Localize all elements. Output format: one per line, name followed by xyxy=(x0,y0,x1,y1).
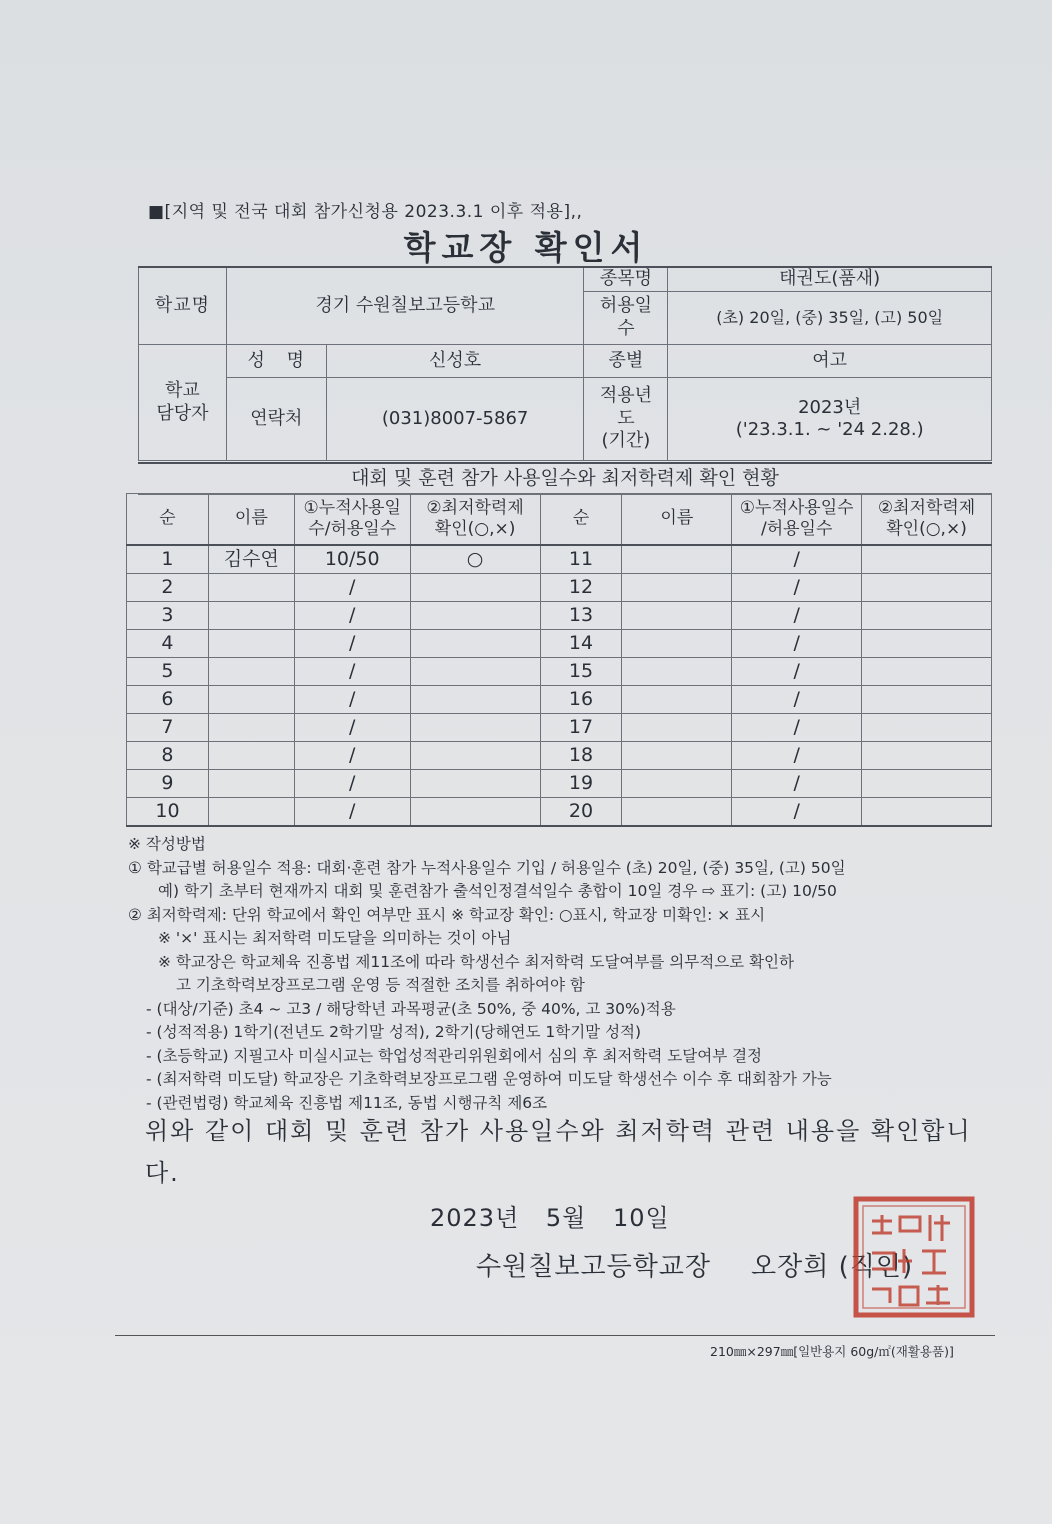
signer-name: 오장희 (직인) xyxy=(751,1252,914,1282)
grade-check-cell-right xyxy=(862,658,992,686)
grade-check-cell xyxy=(410,798,540,827)
grade-check-cell-right xyxy=(862,545,992,574)
school-info-table xyxy=(138,266,992,461)
days-used-cell-right: / xyxy=(732,658,862,686)
col-days-header-right: ①누적사용일수 /허용일수 xyxy=(732,494,862,546)
table-row xyxy=(127,714,992,742)
year-value: 2023년 xyxy=(798,396,862,418)
grade-check-cell-right xyxy=(862,798,992,827)
row-number-cell: 5 xyxy=(127,658,209,686)
row-number-cell: 2 xyxy=(127,574,209,602)
document-title: 학교장 확인서 xyxy=(403,228,649,267)
status-heading: 대회 및 훈련 참가 사용일수와 최저학력제 확인 현황 xyxy=(138,463,992,495)
days-used-cell-right: / xyxy=(732,602,862,630)
days-used-cell-right: / xyxy=(732,798,862,827)
grade-check-cell-right xyxy=(862,630,992,658)
allowed-days-label: 허용일 수 xyxy=(584,291,668,344)
athlete-name-cell xyxy=(208,574,294,602)
days-used-cell: / xyxy=(294,798,410,827)
grade-check-cell-right xyxy=(862,714,992,742)
athlete-name-cell-right xyxy=(622,770,732,798)
grade-check-cell: ○ xyxy=(410,545,540,574)
grade-check-cell xyxy=(410,602,540,630)
athlete-name-cell-right xyxy=(622,658,732,686)
athlete-name-cell xyxy=(208,630,294,658)
grade-check-cell-right xyxy=(862,686,992,714)
row-number-cell-right: 15 xyxy=(540,658,622,686)
days-used-cell: / xyxy=(294,714,410,742)
note-line: ① 학교급별 허용일수 적용: 대회·훈련 참가 누적사용일수 기입 / 허용일수 (초) 20일, (중) 35일, (고) 50일 xyxy=(128,858,846,877)
table-row xyxy=(127,686,992,714)
footer-divider xyxy=(115,1335,995,1336)
grade-check-cell-right xyxy=(862,742,992,770)
days-used-cell-right: / xyxy=(732,545,862,574)
row-number-cell-right: 14 xyxy=(540,630,622,658)
note-line: - (관련법령) 학교체육 진흥법 제11조, 동법 시행규칙 제6조 xyxy=(146,1093,548,1112)
row-number-cell: 3 xyxy=(127,602,209,630)
category-label: 종별 xyxy=(584,345,668,378)
days-used-cell: / xyxy=(294,602,410,630)
official-seal-stamp xyxy=(850,1193,978,1321)
row-number-cell: 1 xyxy=(127,545,209,574)
paper-spec-footer: 210㎜×297㎜[일반용지 60g/㎡(재활용품)] xyxy=(710,1344,954,1359)
staff-name-label: 성 명 xyxy=(226,345,326,378)
athlete-name-cell xyxy=(208,658,294,686)
athlete-name-cell-right xyxy=(622,545,732,574)
athlete-name-cell xyxy=(208,798,294,827)
signer-organization: 수원칠보고등학교장 xyxy=(476,1252,712,1282)
grade-check-cell xyxy=(410,714,540,742)
year-label: 적용년 도 (기간) xyxy=(584,378,668,461)
days-used-cell: / xyxy=(294,770,410,798)
note-line: 예) 학기 초부터 현재까지 대회 및 훈련참가 출석인정결석일수 총합이 10일 경우 ⇨ 표기: (고) 10/50 xyxy=(158,882,837,900)
days-used-cell-right: / xyxy=(732,742,862,770)
table-row xyxy=(127,545,992,574)
year-cell xyxy=(668,378,992,461)
athlete-name-cell: 김수연 xyxy=(208,545,294,574)
row-number-cell: 4 xyxy=(127,630,209,658)
grade-check-cell xyxy=(410,658,540,686)
col-days-header: ①누적사용일 수/허용일수 xyxy=(294,494,410,546)
form-subtitle: ■[지역 및 전국 대회 참가신청용 2023.3.1 이후 적용],, xyxy=(148,202,583,222)
note-line: ※ '×' 표시는 최저학력 미도달을 의미하는 것이 아님 xyxy=(158,929,512,947)
table-header-row xyxy=(127,494,992,546)
athlete-name-cell-right xyxy=(622,602,732,630)
row-number-cell: 9 xyxy=(127,770,209,798)
grade-check-cell-right xyxy=(862,602,992,630)
sport-value: 태권도(품새) xyxy=(668,267,992,291)
category-value: 여고 xyxy=(668,345,992,378)
athlete-name-cell xyxy=(208,602,294,630)
period-value: ('23.3.1. ~ '24 2.28.) xyxy=(735,419,924,440)
athlete-name-cell xyxy=(208,686,294,714)
athlete-name-cell-right xyxy=(622,714,732,742)
athlete-name-cell xyxy=(208,742,294,770)
days-used-cell-right: / xyxy=(732,714,862,742)
col-check-header-right: ②최저학력제 확인(○,×) xyxy=(862,494,992,546)
athlete-name-cell xyxy=(208,770,294,798)
note-line: - (최저학력 미도달) 학교장은 기초학력보장프로그램 운영하여 미도달 학생선수 이수 후 대회참가 가능 xyxy=(146,1070,832,1088)
table-row xyxy=(127,798,992,827)
note-line: ② 최저학력제: 단위 학교에서 확인 여부만 표시 ※ 학교장 확인: ○표시, 학교장 미확인: × 표시 xyxy=(128,905,766,924)
table-row xyxy=(127,770,992,798)
note-line: 고 기초학력보장프로그램 운영 등 적절한 조치를 취하여야 함 xyxy=(176,976,585,994)
signer-line xyxy=(476,1246,913,1283)
row-number-cell-right: 11 xyxy=(540,545,622,574)
grade-check-cell xyxy=(410,686,540,714)
contact-value: (031)8007-5867 xyxy=(326,378,584,461)
note-line: - (대상/기준) 초4 ~ 고3 / 해당학년 과목평균(초 50%, 중 40%, 고 30%)적용 xyxy=(146,999,676,1018)
athlete-name-cell-right xyxy=(622,742,732,770)
instructions-notes xyxy=(128,833,998,1115)
allowed-days-value: (초) 20일, (중) 35일, (고) 50일 xyxy=(668,291,992,344)
row-number-cell-right: 18 xyxy=(540,742,622,770)
row-number-cell-right: 19 xyxy=(540,770,622,798)
table-row xyxy=(127,630,992,658)
athlete-name-cell-right xyxy=(622,798,732,827)
row-number-cell-right: 16 xyxy=(540,686,622,714)
col-no-header: 순 xyxy=(127,494,209,546)
athlete-name-cell xyxy=(208,714,294,742)
grade-check-cell xyxy=(410,630,540,658)
col-check-header: ②최저학력제 확인(○,×) xyxy=(410,494,540,546)
grade-check-cell-right xyxy=(862,770,992,798)
row-number-cell: 8 xyxy=(127,742,209,770)
contact-label: 연락처 xyxy=(226,378,326,461)
athlete-status-table xyxy=(126,493,992,827)
status-heading-table xyxy=(138,462,992,495)
staff-name-value: 신성호 xyxy=(326,345,584,378)
grade-check-cell xyxy=(410,742,540,770)
col-name-header: 이름 xyxy=(208,494,294,546)
note-line: ※ 학교장은 학교체육 진흥법 제11조에 따라 학생선수 최저학력 도달여부를 의무적으로 확인하 xyxy=(158,952,794,971)
school-name-value: 경기 수원칠보고등학교 xyxy=(226,267,584,345)
days-used-cell: / xyxy=(294,742,410,770)
days-used-cell: / xyxy=(294,658,410,686)
athlete-name-cell-right xyxy=(622,630,732,658)
grade-check-cell-right xyxy=(862,574,992,602)
col-name-header-right: 이름 xyxy=(622,494,732,546)
row-number-cell-right: 20 xyxy=(540,798,622,827)
sport-label: 종목명 xyxy=(584,267,668,291)
row-number-cell-right: 12 xyxy=(540,574,622,602)
note-line: ※ 작성방법 xyxy=(128,835,206,853)
note-line: - (초등학교) 지필고사 미실시교는 학업성적관리위원회에서 심의 후 최저학력 도달여부 결정 xyxy=(146,1046,763,1065)
days-used-cell: / xyxy=(294,686,410,714)
note-line: - (성적적용) 1학기(전년도 2학기말 성적), 2학기(당해연도 1학기말 성적) xyxy=(146,1023,642,1041)
table-row xyxy=(127,742,992,770)
days-used-cell: / xyxy=(294,630,410,658)
days-used-cell-right: / xyxy=(732,770,862,798)
athlete-name-cell-right xyxy=(622,574,732,602)
days-used-cell-right: / xyxy=(732,630,862,658)
days-used-cell-right: / xyxy=(732,686,862,714)
school-name-label: 학교명 xyxy=(139,267,227,345)
row-number-cell: 10 xyxy=(127,798,209,827)
days-used-cell: 10/50 xyxy=(294,545,410,574)
days-used-cell: / xyxy=(294,574,410,602)
row-number-cell: 6 xyxy=(127,686,209,714)
grade-check-cell xyxy=(410,574,540,602)
confirmation-statement: 위와 같이 대회 및 훈련 참가 사용일수와 최저학력 관련 내용을 확인합니다. xyxy=(145,1117,972,1187)
grade-check-cell xyxy=(410,770,540,798)
col-no-header-right: 순 xyxy=(540,494,622,546)
staff-label: 학교 담당자 xyxy=(139,345,227,461)
row-number-cell-right: 13 xyxy=(540,602,622,630)
row-number-cell-right: 17 xyxy=(540,714,622,742)
days-used-cell-right: / xyxy=(732,574,862,602)
row-number-cell: 7 xyxy=(127,714,209,742)
table-row xyxy=(127,602,992,630)
table-row xyxy=(127,658,992,686)
athlete-name-cell-right xyxy=(622,686,732,714)
issue-date: 2023년 5월 10일 xyxy=(430,1204,670,1232)
table-row xyxy=(127,574,992,602)
